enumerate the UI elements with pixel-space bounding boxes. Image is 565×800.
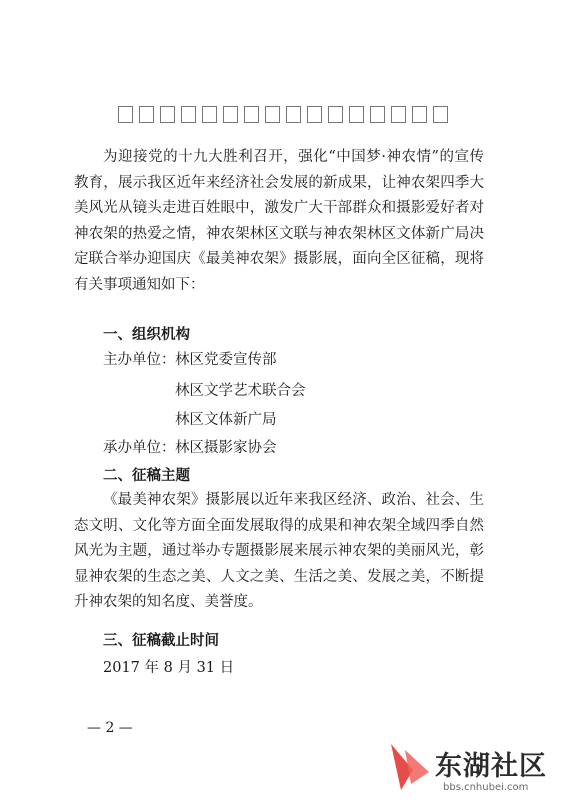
host-3: 林区文体新广局 [175,412,277,428]
watermark-logo [383,738,563,798]
title-placeholder-boxes [0,104,565,123]
deadline-date: 2017 年 8 月 31 日 [103,660,235,676]
organizer-label: 承办单位： [103,440,176,456]
brand-mark-icon [383,740,437,794]
title-placeholder-box [160,106,175,123]
host-2: 林区文学艺术联合会 [175,383,306,399]
title-placeholder-box [265,106,280,123]
title-placeholder-box [244,106,259,123]
title-placeholder-box [328,106,343,123]
title-placeholder-box [349,106,364,123]
title-placeholder-box [181,106,196,123]
title-placeholder-box [139,106,154,123]
brand-url: bbs.cnhubei.com [443,782,529,793]
brand-name: 东湖社区 [435,751,547,782]
host-label: 主办单位： [103,352,176,368]
intro-paragraph: 为迎接党的十九大胜利召开，强化“中国梦·神农情”的宣传教育，展示我区近年来经济社会发展的新成果，让神农架四季大美风光从镜头走进百姓眼中，激发广大干部群众和摄影爱好者对神农架的热爱之情，神农架林区文联与神农架林区文体新广局决定联合举办迎国庆《最美神农架》摄影展，面向全区征稿，现将有关事项通知如下： [74,149,484,293]
section2-heading: 二、征稿主题 [103,468,190,484]
title-placeholder-box [286,106,301,123]
section3-heading: 三、征稿截止时间 [103,633,219,649]
title-placeholder-box [202,106,217,123]
host-1: 林区党委宣传部 [175,352,277,368]
title-placeholder-box [433,106,448,123]
section1-heading: 一、组织机构 [103,327,190,343]
title-placeholder-box [370,106,385,123]
title-placeholder-box [412,106,427,123]
organizer: 林区摄影家协会 [175,440,277,456]
title-placeholder-box [391,106,406,123]
title-placeholder-box [223,106,238,123]
title-placeholder-box [118,106,133,123]
title-placeholder-box [307,106,322,123]
page-number: — 2 — [87,720,133,736]
section2-paragraph: 《最美神农架》摄影展以近年来我区经济、政治、社会、生态文明、文化等方面全面发展取得的成果和神农架全域四季自然风光为主题，通过举办专题摄影展来展示神农架的美丽风光，彰显神农架的生态之美、人文之美、生活之美、发展之美，不断提升神农架的知名度、美誉度。 [74,492,484,611]
